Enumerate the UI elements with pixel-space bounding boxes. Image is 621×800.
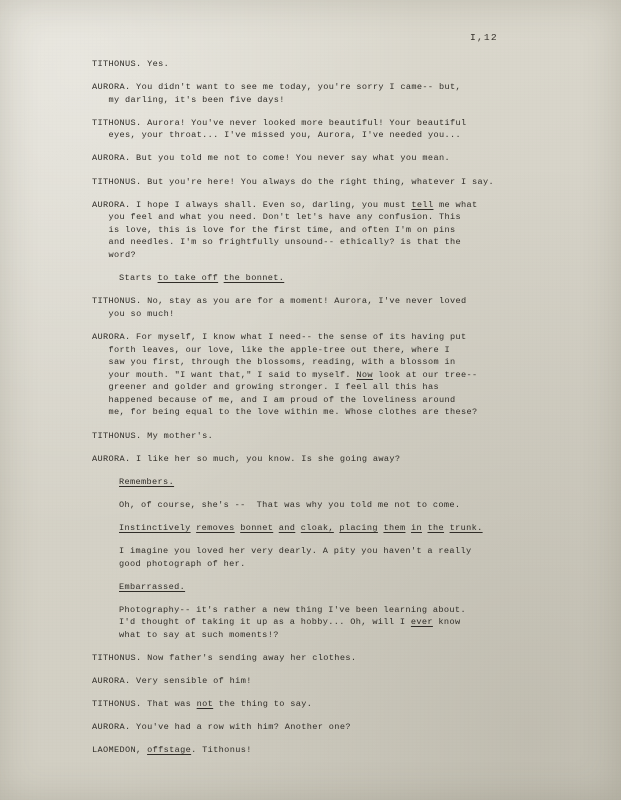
text-line xyxy=(92,331,552,344)
dialogue-block xyxy=(92,152,552,165)
plain-text: LAOMEDON, xyxy=(92,745,148,756)
plain-text: is love, this is love for the first time, and often I'm on pins xyxy=(92,224,456,235)
underlined-text: offstage xyxy=(147,745,192,756)
dialogue-block xyxy=(92,81,552,106)
text-line xyxy=(92,94,552,107)
text-line xyxy=(119,616,552,629)
plain-text: AURORA. But you told me not to come! You never say what you mean. xyxy=(92,153,450,164)
plain-text: me, for being equal to the love within me. Whose clothes are these? xyxy=(92,407,478,418)
plain-text: Photography-- it's rather a new thing I've been learning about. xyxy=(119,604,466,615)
dialogue-block xyxy=(92,453,552,466)
text-line xyxy=(92,430,552,443)
underlined-text: and xyxy=(278,522,296,533)
plain-text: happened because of me, and I am proud of the loveliness around xyxy=(92,394,456,405)
text-line xyxy=(92,744,552,757)
underlined-text: to take off xyxy=(157,273,219,284)
underlined-text: trunk. xyxy=(449,522,483,533)
text-line xyxy=(92,369,552,382)
text-line xyxy=(92,236,552,249)
plain-text: you feel and what you need. Don't let's have any confusion. This xyxy=(92,212,461,223)
text-line xyxy=(92,652,552,665)
plain-text: TITHONUS. Aurora! You've never looked more beautiful! Your beautiful xyxy=(92,117,467,128)
text-line xyxy=(119,499,552,512)
plain-text: AURORA. Very sensible of him! xyxy=(92,676,252,687)
plain-text: Oh, of course, she's -- That was why you told me not to come. xyxy=(119,499,461,510)
dialogue-blocks xyxy=(92,30,552,757)
plain-text: Starts xyxy=(119,273,158,284)
plain-text: good photograph of her. xyxy=(119,558,246,569)
text-line xyxy=(92,344,552,357)
text-line xyxy=(119,604,552,617)
dialogue-block xyxy=(92,652,552,665)
text-line xyxy=(119,558,552,571)
underlined-text: ever xyxy=(410,617,433,628)
text-line xyxy=(92,249,552,262)
text-line xyxy=(92,152,552,165)
text-line xyxy=(119,629,552,642)
plain-text: TITHONUS. That was xyxy=(92,699,197,710)
plain-text: AURORA. You didn't want to see me today, you're sorry I came-- but, xyxy=(92,82,461,93)
plain-text: eyes, your throat... I've missed you, Aurora, I've needed you... xyxy=(92,130,461,141)
plain-text: and needles. I'm so frightfully unsound-- ethically? is that the xyxy=(92,237,461,248)
dialogue-block xyxy=(92,698,552,711)
text-line xyxy=(119,272,552,285)
text-line xyxy=(119,476,552,489)
underlined-text: them xyxy=(383,522,406,533)
text-line xyxy=(92,308,552,321)
text-line xyxy=(119,522,552,535)
dialogue-block xyxy=(92,117,552,142)
plain-text: greener and golder and growing stronger. I feel all this has xyxy=(92,382,439,393)
underlined-text: placing xyxy=(339,522,378,533)
plain-text: TITHONUS. Yes. xyxy=(92,59,170,69)
plain-text: AURORA. I like her so much, you know. Is she going away? xyxy=(92,453,401,464)
underlined-text: cloak, xyxy=(300,522,334,533)
plain-text: TITHONUS. My mother's. xyxy=(92,430,214,441)
text-line xyxy=(92,675,552,688)
plain-text: your mouth. "I want that," I said to myself. xyxy=(92,369,357,380)
plain-text: saw you first, through the blossoms, reading, with a blossom in xyxy=(92,357,456,368)
underlined-text: Instinctively xyxy=(119,522,191,533)
underlined-text: Now xyxy=(356,369,373,380)
plain-text: TITHONUS. But you're here! You always do the right thing, whatever I say. xyxy=(92,176,495,187)
text-line xyxy=(92,176,552,189)
dialogue-block xyxy=(92,430,552,443)
text-line xyxy=(92,199,552,212)
underlined-text: the xyxy=(427,522,445,533)
underlined-text: Embarrassed. xyxy=(119,581,186,592)
dialogue-block xyxy=(92,295,552,320)
text-line xyxy=(92,721,552,734)
text-line xyxy=(92,356,552,369)
plain-text: my darling, it's been five days! xyxy=(92,94,285,105)
plain-text: I imagine you loved her very dearly. A pity you haven't a really xyxy=(119,546,472,557)
stage-direction-block xyxy=(92,604,552,642)
underlined-text: not xyxy=(196,699,214,710)
plain-text: AURORA. For myself, I know what I need-- the sense of its having put xyxy=(92,331,467,342)
underlined-text: in xyxy=(410,522,422,533)
underlined-text: removes xyxy=(196,522,235,533)
text-line xyxy=(92,394,552,407)
text-line xyxy=(92,295,552,308)
stage-direction-block xyxy=(92,499,552,512)
stage-direction-block xyxy=(92,522,552,535)
underlined-text: Remembers. xyxy=(119,476,175,487)
dialogue-block xyxy=(92,744,552,757)
plain-text: TITHONUS. Now father's sending away her clothes. xyxy=(92,653,357,664)
plain-text: I'd thought of taking it up as a hobby... Oh, will I xyxy=(119,617,411,628)
underlined-text: tell xyxy=(411,199,434,210)
plain-text: . Tithonus! xyxy=(191,745,252,756)
plain-text: me what xyxy=(433,199,478,210)
text-line xyxy=(92,81,552,94)
text-line xyxy=(92,453,552,466)
dialogue-block xyxy=(92,199,552,262)
plain-text: know xyxy=(432,617,461,628)
dialogue-block xyxy=(92,721,552,734)
plain-text: what to say at such moments!? xyxy=(119,630,279,640)
underlined-text: bonnet xyxy=(240,522,274,533)
stage-direction-block xyxy=(92,476,552,489)
plain-text: AURORA. You've had a row with him? Another one? xyxy=(92,722,351,733)
text-line xyxy=(119,545,552,558)
text-line xyxy=(92,698,552,711)
plain-text: TITHONUS. No, stay as you are for a moment! Aurora, I've never loved xyxy=(92,296,467,307)
text-line xyxy=(92,58,552,71)
stage-direction-block xyxy=(92,545,552,570)
dialogue-block xyxy=(92,176,552,189)
text-line xyxy=(92,224,552,237)
underlined-text: the bonnet. xyxy=(223,273,285,284)
typescript-text-body xyxy=(92,30,552,768)
text-line xyxy=(92,129,552,142)
text-line xyxy=(92,381,552,394)
text-line xyxy=(119,581,552,594)
plain-text: word? xyxy=(92,250,137,261)
plain-text: you so much! xyxy=(92,308,175,319)
dialogue-block xyxy=(92,675,552,688)
stage-direction-block xyxy=(92,272,552,285)
plain-text: look at our tree-- xyxy=(372,369,478,380)
text-line xyxy=(92,211,552,224)
dialogue-block xyxy=(92,331,552,419)
dialogue-block xyxy=(92,58,552,71)
plain-text: forth leaves, our love, like the apple-tree out there, where I xyxy=(92,344,450,355)
stage-direction-block xyxy=(92,581,552,594)
plain-text: the thing to say. xyxy=(213,699,313,710)
plain-text: AURORA. I hope I always shall. Even so, darling, you must xyxy=(92,199,412,210)
page-number: I,12 xyxy=(470,32,498,43)
text-line xyxy=(92,406,552,419)
text-line xyxy=(92,117,552,130)
